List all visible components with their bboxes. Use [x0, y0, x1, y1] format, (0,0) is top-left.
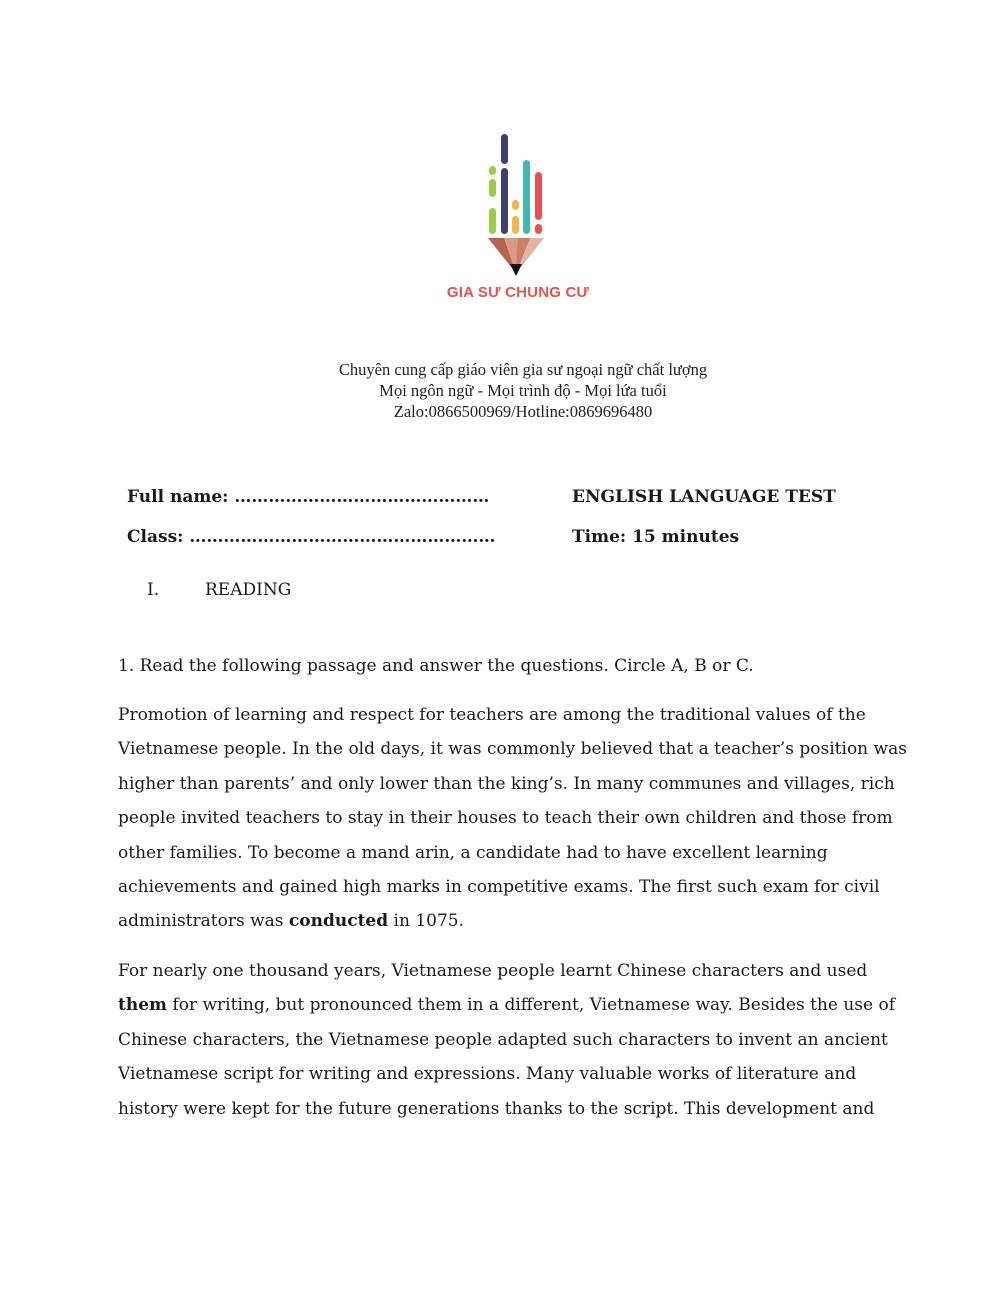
tagline-line-1: Chuyên cung cấp giáo viên gia sư ngoại ngữ chất lượng — [338, 360, 708, 379]
instruction: 1. Read the following passage and answer the questions. Circle A, B or C. — [118, 656, 754, 676]
logo-bar-yellow-2 — [512, 216, 519, 234]
keyword-them: them — [118, 995, 168, 1016]
passage-paragraph-2 — [118, 954, 895, 1126]
passage-line: Vietnamese people. In the old days, it was commonly believed that a teacher’s position was — [118, 739, 907, 760]
tagline-line-3: Zalo:0866500969/Hotline:0869696480 — [393, 402, 653, 421]
passage-line: them for writing, but pronounced them in a different, Vietnamese way. Besides the use of — [118, 995, 895, 1016]
passage-line: higher than parents’ and only lower than the king’s. In many communes and villages, rich — [118, 773, 895, 794]
passage-line: achievements and gained high marks in competitive exams. The first such exam for civil — [118, 877, 880, 898]
passage-line: Chinese characters, the Vietnamese people adapted such characters to invent an ancient — [118, 1029, 888, 1050]
section-heading — [147, 580, 291, 600]
passage-line: other families. To become a mand arin, a candidate had to have excellent learning — [118, 842, 828, 863]
section-title: READING — [205, 580, 292, 600]
test-time: Time: 15 minutes — [572, 527, 740, 547]
logo-bar-green-2 — [489, 179, 496, 197]
logo-pencil-tip — [510, 264, 522, 276]
logo-bar-navy — [501, 134, 508, 164]
logo-bar-green-3 — [489, 208, 496, 234]
brand-logo-pencil-icon — [478, 130, 558, 280]
logo-bar-yellow-1 — [512, 200, 519, 210]
passage-line: For nearly one thousand years, Vietnamese people learnt Chinese characters and used — [118, 961, 868, 981]
passage-line: Promotion of learning and respect for teachers are among the traditional values of the — [118, 705, 866, 725]
section-number: I. — [147, 580, 160, 600]
class-field: Class: ……………………………………………… — [127, 527, 496, 547]
passage-line: history were kept for the future generations thanks to the script. This development and — [118, 1098, 875, 1119]
full-name-field: Full name: ……………………………………… — [127, 487, 490, 507]
passage-line: administrators was conducted in 1075. — [118, 911, 464, 932]
logo-bar-teal — [523, 160, 530, 234]
tagline-line-2: Mọi ngôn ngữ - Mọi trình độ - Mọi lứa tuổi — [379, 381, 667, 400]
passage-line: Vietnamese script for writing and expressions. Many valuable works of literature and — [118, 1064, 857, 1085]
passage-paragraph-1 — [118, 698, 907, 939]
logo-bar-red-2 — [535, 224, 542, 234]
logo-bar-green-1 — [489, 166, 496, 175]
logo-bar-navy-2 — [501, 168, 508, 234]
logo-bar-red-1 — [535, 172, 542, 220]
test-title: ENGLISH LANGUAGE TEST — [572, 487, 836, 507]
tagline — [200, 359, 846, 422]
brand-name: GIA SƯ CHUNG CƯ — [446, 284, 590, 301]
keyword-conducted: conducted — [288, 911, 389, 932]
passage-line: people invited teachers to stay in their houses to teach their own children and those from — [118, 808, 893, 829]
